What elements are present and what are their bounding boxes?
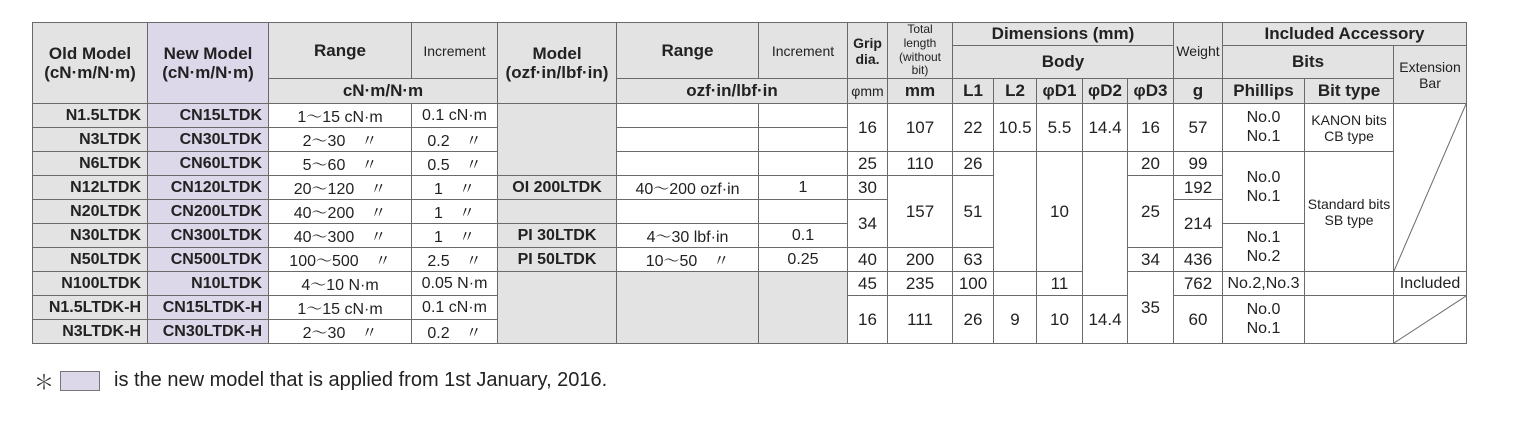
l2-empty-cell xyxy=(994,272,1037,296)
footnote-text: is the new model that is applied from 1st January, 2016. xyxy=(114,369,608,391)
range-cell: 40～300 〃 xyxy=(269,224,412,248)
model-ozf-header: Model (ozf·in/lbf·in) xyxy=(498,23,617,104)
increment-cell: 0.1 cN·m xyxy=(412,296,498,320)
range-cell: 2～30 〃 xyxy=(269,320,412,344)
range-header: Range xyxy=(269,23,412,79)
range-ozf-cell: 4～30 lbf·in xyxy=(617,224,759,248)
old-model-cell: N30LTDK xyxy=(33,224,148,248)
bits-header: Bits xyxy=(1223,46,1394,79)
l2-cell: 9 xyxy=(994,296,1037,344)
phillips-cell: No.2,No.3 xyxy=(1223,272,1305,296)
range-cell: 1～15 cN·m xyxy=(269,296,412,320)
total-length-cell: 110 xyxy=(888,152,953,176)
body-header: Body xyxy=(953,46,1174,79)
old-model-cell: N100LTDK xyxy=(33,272,148,296)
bit-type-cell: KANON bits CB type xyxy=(1305,104,1394,152)
new-model-cell: CN120LTDK xyxy=(148,176,269,200)
l1-header: L1 xyxy=(953,79,994,104)
new-model-cell: CN200LTDK xyxy=(148,200,269,224)
increment-cell: 2.5 〃 xyxy=(412,248,498,272)
increment-cell: 0.2 〃 xyxy=(412,128,498,152)
included-accessory-header: Included Accessory xyxy=(1223,23,1467,46)
model-ozf-cell xyxy=(498,272,617,344)
new-model-cell: CN30LTDK-H xyxy=(148,320,269,344)
range-cell: 5～60 〃 xyxy=(269,152,412,176)
model-ozf-cell xyxy=(498,104,617,176)
increment-cell: 0.1 cN·m xyxy=(412,104,498,128)
old-model-header: Old Model (cN·m/N·m) xyxy=(33,23,148,104)
total-length-cell: 235 xyxy=(888,272,953,296)
new-model-header: New Model (cN·m/N·m) xyxy=(148,23,269,104)
increment-ozf-cell xyxy=(759,152,848,176)
old-model-cell: N20LTDK xyxy=(33,200,148,224)
phillips-header: Phillips xyxy=(1223,79,1305,104)
grip-unit-header: φmm xyxy=(848,79,888,104)
grip-cell: 40 xyxy=(848,248,888,272)
l1-cell: 22 xyxy=(953,104,994,152)
model-ozf-cell: PI 30LTDK xyxy=(498,224,617,248)
increment-ozf-cell xyxy=(759,272,848,344)
old-model-cell: N3LTDK xyxy=(33,128,148,152)
weight-cell: 60 xyxy=(1174,296,1223,344)
range-ozf-cell: 10～50 〃 xyxy=(617,248,759,272)
phillips-cell: No.0 No.1 xyxy=(1223,296,1305,344)
new-model-cell: CN15LTDK-H xyxy=(148,296,269,320)
increment-cell: 0.2 〃 xyxy=(412,320,498,344)
weight-header: Weight xyxy=(1174,23,1223,79)
footnote xyxy=(34,366,607,395)
l1-cell: 63 xyxy=(953,248,994,272)
range-cell: 100～500 〃 xyxy=(269,248,412,272)
weight-cell: 762 xyxy=(1174,272,1223,296)
new-model-cell: CN15LTDK xyxy=(148,104,269,128)
d2-empty-cell xyxy=(1083,152,1128,296)
extension-bar-empty-cell xyxy=(1394,104,1467,272)
unit-cn-header: cN·m/N·m xyxy=(269,79,498,104)
extension-bar-header: Extension Bar xyxy=(1394,46,1467,104)
asterisk-icon: ＊ xyxy=(34,372,54,394)
total-length-cell: 111 xyxy=(888,296,953,344)
weight-cell: 192 xyxy=(1174,176,1223,200)
d3-cell: 35 xyxy=(1128,272,1174,344)
increment-ozf-cell xyxy=(759,200,848,224)
new-model-cell: CN30LTDK xyxy=(148,128,269,152)
bit-type-empty-cell xyxy=(1305,296,1394,344)
model-ozf-cell xyxy=(498,200,617,224)
weight-cell: 99 xyxy=(1174,152,1223,176)
extension-bar-empty-cell xyxy=(1394,296,1467,344)
d1-cell: 5.5 xyxy=(1037,104,1083,152)
dimensions-header: Dimensions (mm) xyxy=(953,23,1174,46)
model-ozf-cell: OI 200LTDK xyxy=(498,176,617,200)
new-model-cell: CN300LTDK xyxy=(148,224,269,248)
range-ozf-cell xyxy=(617,128,759,152)
range-cell: 2～30 〃 xyxy=(269,128,412,152)
weight-cell: 436 xyxy=(1174,248,1223,272)
phillips-cell: No.0 No.1 xyxy=(1223,104,1305,152)
increment-ozf-cell: 0.25 xyxy=(759,248,848,272)
diagonal-line xyxy=(1394,104,1466,271)
old-model-cell: N6LTDK xyxy=(33,152,148,176)
old-model-cell: N12LTDK xyxy=(33,176,148,200)
old-model-cell: N1.5LTDK-H xyxy=(33,296,148,320)
range-ozf-cell xyxy=(617,272,759,344)
increment-cell: 1 〃 xyxy=(412,224,498,248)
grip-cell: 16 xyxy=(848,104,888,152)
grip-cell: 30 xyxy=(848,176,888,200)
old-model-cell: N3LTDK-H xyxy=(33,320,148,344)
range-cell: 20～120 〃 xyxy=(269,176,412,200)
new-model-cell: CN500LTDK xyxy=(148,248,269,272)
phillips-cell: No.1 No.2 xyxy=(1223,224,1305,272)
spec-table xyxy=(32,22,1467,344)
range-ozf-header: Range xyxy=(617,23,759,79)
d3-cell: 20 xyxy=(1128,152,1174,176)
d3-cell: 25 xyxy=(1128,176,1174,248)
d1-cell: 10 xyxy=(1037,152,1083,272)
d3-header: φD3 xyxy=(1128,79,1174,104)
range-cell: 40～200 〃 xyxy=(269,200,412,224)
increment-ozf-cell: 1 xyxy=(759,176,848,200)
new-model-cell: CN60LTDK xyxy=(148,152,269,176)
diagonal-line xyxy=(1394,296,1466,343)
bit-type-empty-cell xyxy=(1305,272,1394,296)
grip-cell: 25 xyxy=(848,152,888,176)
increment-cell: 1 〃 xyxy=(412,200,498,224)
range-ozf-cell xyxy=(617,200,759,224)
increment-cell: 0.5 〃 xyxy=(412,152,498,176)
range-ozf-cell: 40～200 ozf·in xyxy=(617,176,759,200)
phillips-cell: No.0 No.1 xyxy=(1223,152,1305,224)
total-unit-header: mm xyxy=(888,79,953,104)
l1-cell: 26 xyxy=(953,296,994,344)
increment-ozf-header: Increment xyxy=(759,23,848,79)
increment-ozf-cell xyxy=(759,128,848,152)
d2-header: φD2 xyxy=(1083,79,1128,104)
grip-cell: 34 xyxy=(848,200,888,248)
total-length-cell: 200 xyxy=(888,248,953,272)
l1-cell: 51 xyxy=(953,176,994,248)
grip-header: Grip dia. xyxy=(848,23,888,79)
total-length-cell: 107 xyxy=(888,104,953,152)
weight-unit-header: g xyxy=(1174,79,1223,104)
d3-cell: 16 xyxy=(1128,104,1174,152)
new-model-color-swatch xyxy=(60,371,100,391)
d2-cell: 14.4 xyxy=(1083,104,1128,152)
d1-cell: 11 xyxy=(1037,272,1083,296)
range-cell: 1～15 cN·m xyxy=(269,104,412,128)
l1-cell: 100 xyxy=(953,272,994,296)
l1-cell: 26 xyxy=(953,152,994,176)
increment-cell: 0.05 N·m xyxy=(412,272,498,296)
bit-type-header: Bit type xyxy=(1305,79,1394,104)
d1-header: φD1 xyxy=(1037,79,1083,104)
model-ozf-cell: PI 50LTDK xyxy=(498,248,617,272)
old-model-cell: N1.5LTDK xyxy=(33,104,148,128)
bit-type-cell: Standard bits SB type xyxy=(1305,152,1394,272)
total-length-header: Total length (without bit) xyxy=(888,23,953,79)
weight-cell: 57 xyxy=(1174,104,1223,152)
extension-bar-cell: Included xyxy=(1394,272,1467,296)
d1-cell: 10 xyxy=(1037,296,1083,344)
increment-cell: 1 〃 xyxy=(412,176,498,200)
unit-ozf-header: ozf·in/lbf·in xyxy=(617,79,848,104)
l2-header: L2 xyxy=(994,79,1037,104)
new-model-cell: N10LTDK xyxy=(148,272,269,296)
range-cell: 4～10 N·m xyxy=(269,272,412,296)
d3-cell: 34 xyxy=(1128,248,1174,272)
increment-ozf-cell: 0.1 xyxy=(759,224,848,248)
weight-cell: 214 xyxy=(1174,200,1223,248)
increment-header: Increment xyxy=(412,23,498,79)
range-ozf-cell xyxy=(617,152,759,176)
l2-empty-cell xyxy=(994,152,1037,272)
range-ozf-cell xyxy=(617,104,759,128)
increment-ozf-cell xyxy=(759,104,848,128)
old-model-cell: N50LTDK xyxy=(33,248,148,272)
l2-cell: 10.5 xyxy=(994,104,1037,152)
total-length-cell: 157 xyxy=(888,176,953,248)
grip-cell: 16 xyxy=(848,296,888,344)
grip-cell: 45 xyxy=(848,272,888,296)
d2-cell: 14.4 xyxy=(1083,296,1128,344)
